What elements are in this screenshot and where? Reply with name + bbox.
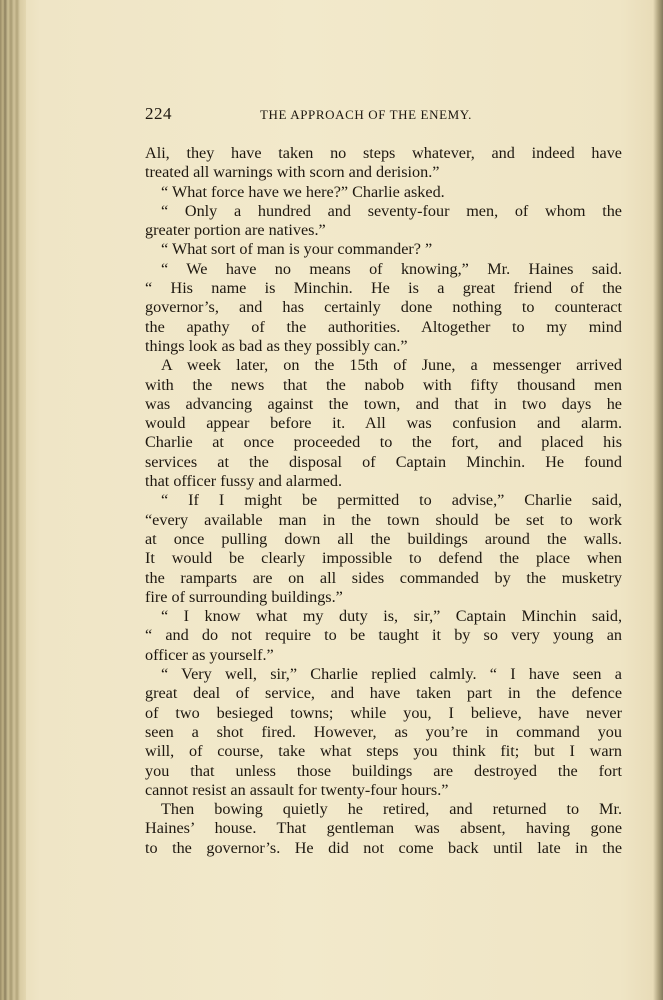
text-line: “ Only a hundred and seventy-four men, of whom the	[161, 201, 622, 220]
page-right-edge	[653, 0, 663, 1000]
text-line: fire of surrounding buildings.”	[145, 587, 343, 606]
text-line: governor’s, and has certainly done nothing to counteract	[145, 298, 622, 317]
text-line: with the news that the nabob with fifty thousand men	[145, 375, 622, 394]
text-line: services at the disposal of Captain Minchin. He found	[145, 452, 622, 471]
text-line: “ What force have we here?” Charlie asked.	[161, 182, 445, 201]
text-line: “ Very well, sir,” Charlie replied calmly. “ I have seen a	[161, 665, 622, 684]
text-line: Haines’ house. That gentleman was absent, having gone	[145, 819, 622, 838]
text-line: will, of course, take what steps you think fit; but I warn	[145, 742, 622, 761]
page-header	[145, 104, 622, 128]
text-line: of two besieged towns; while you, I believe, have never	[145, 703, 622, 722]
text-line: to the governor’s. He did not come back until late in the	[145, 838, 622, 857]
text-line: greater portion are natives.”	[145, 221, 326, 240]
text-line: officer as yourself.”	[145, 645, 274, 664]
text-line: seen a shot fired. However, as you’re in command you	[145, 722, 622, 741]
text-line: “ If I might be permitted to advise,” Charlie said,	[161, 491, 622, 510]
text-line: Charlie at once proceeded to the fort, and placed his	[145, 433, 622, 452]
text-line: was advancing against the town, and that in two days he	[145, 394, 622, 413]
text-line: “every available man in the town should be set to work	[145, 510, 622, 529]
text-line: Ali, they have taken no steps whatever, and indeed have	[145, 144, 622, 162]
page-number: 224	[145, 104, 172, 123]
text-line: “ We have no means of knowing,” Mr. Haines said.	[161, 259, 622, 278]
text-line: that officer fussy and alarmed.	[145, 472, 343, 491]
text-line: “ What sort of man is your commander? ”	[161, 240, 433, 259]
text-line: would appear before it. All was confusion and alarm.	[145, 414, 622, 433]
page-binding-edge	[0, 0, 26, 1000]
text-line: at once pulling down all the buildings around the walls.	[145, 529, 622, 548]
text-line: “ I know what my duty is, sir,” Captain Minchin said,	[161, 607, 622, 626]
text-line: treated all warnings with scorn and derision.”	[145, 163, 440, 182]
text-line: “ and do not require to be taught it by so very young an	[145, 626, 622, 645]
text-line: the ramparts are on all sides commanded by the musketry	[145, 568, 622, 587]
running-head: THE APPROACH OF THE ENEMY.	[260, 107, 472, 122]
text-line: Then bowing quietly he retired, and returned to Mr.	[161, 800, 622, 819]
text-line: “ His name is Minchin. He is a great friend of the	[145, 279, 622, 298]
text-line: great deal of service, and have taken part in the defence	[145, 684, 622, 703]
body-text	[145, 144, 622, 858]
text-line: things look as bad as they possibly can.”	[145, 336, 408, 355]
text-line: A week later, on the 15th of June, a messenger arrived	[161, 356, 622, 375]
text-line: cannot resist an assault for twenty-four hours.”	[145, 780, 449, 799]
text-line: you that unless those buildings are destroyed the fort	[145, 761, 622, 780]
text-line: It would be clearly impossible to defend the place when	[145, 549, 622, 568]
text-line: the apathy of the authorities. Altogether to my mind	[145, 317, 622, 336]
